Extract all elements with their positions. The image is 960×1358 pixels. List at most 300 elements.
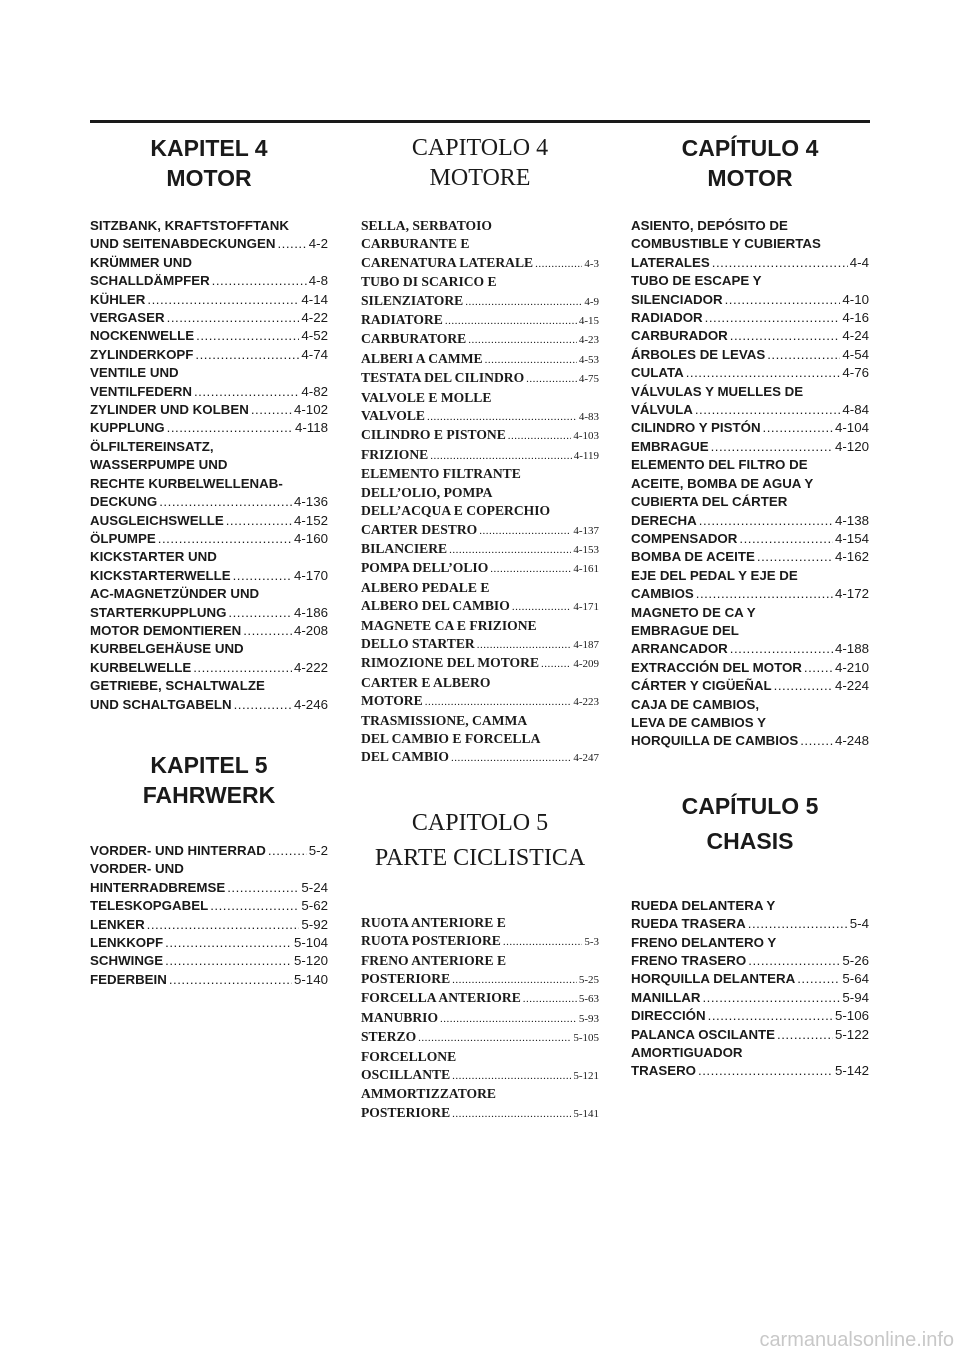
toc-entry-final-line xyxy=(631,1007,869,1025)
dot-leader xyxy=(194,383,299,401)
toc-entry-title-line: KICKSTARTER UND xyxy=(90,549,217,565)
toc-entry[interactable] xyxy=(631,1044,869,1081)
toc-entry-title-line: RUEDA DELANTERA Y xyxy=(631,897,776,913)
toc-entry-title: SCHWINGE xyxy=(90,953,164,969)
toc-entry-title: VALVOLE xyxy=(361,408,425,424)
toc-entry[interactable] xyxy=(361,273,599,311)
dot-leader xyxy=(452,1067,571,1085)
toc-page-number: 4-2 xyxy=(308,236,328,252)
toc-entry-final-line xyxy=(90,567,328,585)
dot-leader xyxy=(477,636,572,654)
toc-page-number: 4-104 xyxy=(834,420,869,436)
toc-entry-title-line: ACEITE, BOMBA DE AGUA Y xyxy=(631,475,814,491)
toc-entry[interactable] xyxy=(361,1009,599,1028)
toc-entry-final-line xyxy=(90,696,328,714)
dot-leader xyxy=(430,447,572,465)
toc-entry-final-line xyxy=(361,932,599,951)
toc-entry-final-line xyxy=(631,309,869,327)
chapter-4-number: KAPITEL 4 xyxy=(150,135,268,161)
dot-leader xyxy=(451,749,571,767)
toc-entry[interactable] xyxy=(631,604,869,659)
toc-entry-title: TRASERO xyxy=(631,1063,697,1079)
dot-leader xyxy=(748,952,840,970)
toc-entry[interactable] xyxy=(631,897,869,934)
toc-entry-title-line: FRENO ANTERIORE E xyxy=(361,952,507,968)
dot-leader xyxy=(774,677,833,695)
dot-leader xyxy=(268,842,307,860)
toc-entry-title-line: VALVOLE E MOLLE xyxy=(361,389,492,405)
toc-page-number: 5-121 xyxy=(573,1070,599,1083)
toc-page-number: 4-138 xyxy=(834,512,869,528)
toc-entry-final-line xyxy=(90,897,328,915)
chapter-4-toc xyxy=(631,217,869,751)
toc-page-number: 4-3 xyxy=(584,257,599,270)
toc-entry-final-line xyxy=(361,692,599,711)
toc-entry-final-line xyxy=(90,235,328,253)
toc-entry[interactable] xyxy=(90,512,328,530)
toc-entry-final-line xyxy=(90,291,328,309)
toc-entry-title: VERGASER xyxy=(90,310,165,326)
toc-page-number: 4-160 xyxy=(293,530,328,546)
toc-entry-final-line xyxy=(631,585,869,603)
chapter-5-number: CAPÍTULO 5 xyxy=(681,792,819,819)
dot-leader xyxy=(763,419,833,437)
toc-entry-final-line xyxy=(631,732,869,750)
chapter-5-toc xyxy=(631,897,869,1081)
toc-page-number: 5-2 xyxy=(308,842,328,858)
toc-entry[interactable] xyxy=(631,659,869,677)
toc-entry-title-line: KURBELGEHÄUSE UND xyxy=(90,641,244,657)
dot-leader xyxy=(748,915,848,933)
toc-entry-final-line xyxy=(90,916,328,934)
dot-leader xyxy=(512,598,572,616)
toc-entry[interactable] xyxy=(361,389,599,427)
toc-page-number: 4-188 xyxy=(834,641,869,657)
dot-leader xyxy=(167,309,300,327)
toc-entry[interactable] xyxy=(631,438,869,456)
toc-entry-title: KÜHLER xyxy=(90,291,146,307)
dot-leader xyxy=(711,438,833,456)
toc-entry[interactable] xyxy=(631,1026,869,1044)
dot-leader xyxy=(233,567,292,585)
toc-page-number: 4-171 xyxy=(573,601,599,614)
toc-entry[interactable] xyxy=(631,346,869,364)
toc-entry[interactable] xyxy=(361,712,599,768)
toc-entry-final-line xyxy=(631,640,869,658)
toc-entry-final-line xyxy=(631,1026,869,1044)
toc-entry-final-line xyxy=(361,540,599,559)
toc-entry-title-line: MAGNETO DE CA Y xyxy=(631,604,756,620)
toc-page-number: 4-53 xyxy=(578,353,599,366)
toc-entry[interactable] xyxy=(90,548,328,585)
toc-page-number: 5-106 xyxy=(834,1008,869,1024)
toc-page-number: 4-75 xyxy=(578,373,599,386)
toc-entry[interactable] xyxy=(631,989,869,1007)
toc-page-number: 5-63 xyxy=(578,993,599,1006)
toc-entry-title: SILENCIADOR xyxy=(631,291,723,307)
dot-leader xyxy=(234,696,292,714)
dot-leader xyxy=(196,327,299,345)
toc-entry[interactable] xyxy=(631,419,869,437)
toc-entry[interactable] xyxy=(361,1048,599,1086)
chapter-5-title: FAHRWERK xyxy=(142,781,276,808)
dot-leader xyxy=(425,693,572,711)
toc-entry[interactable] xyxy=(631,327,869,345)
toc-entry-final-line xyxy=(90,934,328,952)
dot-leader xyxy=(165,952,292,970)
toc-entry-final-line xyxy=(631,989,869,1007)
toc-entry-title-line: KRÜMMER UND xyxy=(90,254,192,270)
toc-entry[interactable] xyxy=(361,989,599,1008)
toc-entry-title-line: VENTILE UND xyxy=(90,365,179,381)
toc-entry[interactable] xyxy=(90,934,328,952)
toc-entry-final-line xyxy=(90,512,328,530)
toc-entry-final-line xyxy=(361,1066,599,1085)
toc-entry-final-line xyxy=(361,407,599,426)
toc-entry-title: COMPENSADOR xyxy=(631,530,738,546)
toc-page-number: 5-142 xyxy=(834,1063,869,1079)
toc-entry[interactable] xyxy=(361,1028,599,1047)
toc-entry-title: ALBERI A CAMME xyxy=(361,350,483,366)
toc-page-number: 5-93 xyxy=(578,1012,599,1025)
toc-entry[interactable] xyxy=(90,217,328,254)
toc-page-number: 4-9 xyxy=(584,295,599,308)
toc-entry-title-line: GETRIEBE, SCHALTWALZE xyxy=(90,678,265,694)
dot-leader xyxy=(526,370,577,388)
toc-entry-title-line: WASSERPUMPE UND xyxy=(90,457,228,473)
toc-entry[interactable] xyxy=(90,916,328,934)
toc-page-number: 4-22 xyxy=(301,310,328,326)
toc-entry[interactable] xyxy=(361,446,599,465)
chapter-5-heading xyxy=(361,808,599,914)
toc-entry-title: CARENATURA LATERALE xyxy=(361,254,534,270)
toc-entry-title: SILENZIATORE xyxy=(361,292,464,308)
toc-entry-title-line: CARBURANTE E xyxy=(361,236,470,252)
dot-leader xyxy=(730,327,841,345)
dot-leader xyxy=(427,408,577,426)
toc-entry[interactable] xyxy=(90,842,328,860)
toc-page-number: 4-82 xyxy=(301,383,328,399)
dot-leader xyxy=(165,934,292,952)
toc-entry-title: EMBRAGUE xyxy=(631,438,709,454)
toc-page-number: 4-186 xyxy=(293,604,328,620)
toc-entry[interactable] xyxy=(90,401,328,419)
toc-entry-title: FRIZIONE xyxy=(361,446,429,462)
toc-entry-title-line: LEVA DE CAMBIOS Y xyxy=(631,714,766,730)
toc-entry-title: LENKKOPF xyxy=(90,935,164,950)
toc-entry-title-line: DEL CAMBIO E FORCELLA xyxy=(361,730,541,746)
dot-leader xyxy=(797,970,840,988)
toc-entry-final-line xyxy=(631,254,869,272)
toc-page-number: 5-26 xyxy=(842,953,869,968)
dot-leader xyxy=(452,971,577,989)
toc-entry-title: DELLO STARTER xyxy=(361,635,475,651)
toc-entry-final-line xyxy=(90,952,328,970)
toc-entry[interactable] xyxy=(90,952,328,970)
toc-entry-final-line xyxy=(361,1009,599,1028)
chapter-4-number: CAPITOLO 4 xyxy=(411,135,549,161)
toc-entry[interactable] xyxy=(631,677,869,695)
dot-leader xyxy=(485,351,577,369)
dot-leader xyxy=(541,655,571,673)
toc-entry-title: FEDERBEIN xyxy=(90,971,167,987)
toc-entry-title: RIMOZIONE DEL MOTORE xyxy=(361,655,540,671)
dot-leader xyxy=(800,732,833,750)
toc-entry[interactable] xyxy=(631,272,869,309)
toc-page-number: 4-136 xyxy=(293,494,328,510)
toc-entry-title-line: AC-MAGNETZÜNDER UND xyxy=(90,586,260,602)
toc-entry-final-line xyxy=(90,842,328,860)
toc-entry-title: DECKUNG xyxy=(90,494,158,510)
toc-entry-title-line: VORDER- UND xyxy=(90,861,184,877)
toc-page-number: 4-153 xyxy=(573,543,599,556)
toc-page-number: 5-64 xyxy=(842,971,869,987)
dot-leader xyxy=(730,640,833,658)
toc-entry[interactable] xyxy=(361,426,599,445)
spanish-column xyxy=(631,133,869,1081)
toc-entry[interactable] xyxy=(90,254,328,291)
toc-page-number: 4-23 xyxy=(578,334,599,347)
toc-entry[interactable] xyxy=(361,311,599,330)
toc-entry-title: VORDER- UND HINTERRAD xyxy=(90,842,266,858)
dot-leader xyxy=(490,560,571,578)
toc-entry-final-line xyxy=(90,971,328,989)
toc-entry[interactable] xyxy=(631,934,869,971)
toc-entry[interactable] xyxy=(631,1007,869,1025)
dot-leader xyxy=(523,990,577,1008)
dot-leader xyxy=(804,659,833,677)
toc-entry[interactable] xyxy=(90,309,328,327)
toc-entry[interactable] xyxy=(361,217,599,273)
toc-entry-title: CARTER DESTRO xyxy=(361,521,478,537)
toc-entry[interactable] xyxy=(361,350,599,369)
toc-page-number: 4-224 xyxy=(834,678,869,694)
toc-page-number: 4-10 xyxy=(842,291,869,307)
toc-entry-title-line: SITZBANK, KRAFTSTOFFTANK xyxy=(90,218,289,233)
toc-entry-final-line xyxy=(361,989,599,1008)
toc-entry-final-line xyxy=(361,330,599,349)
toc-page-number: 4-52 xyxy=(301,328,328,344)
toc-entry-final-line xyxy=(90,383,328,401)
toc-page-number: 5-94 xyxy=(842,989,869,1005)
toc-entry-final-line xyxy=(361,254,599,273)
toc-entry-title: ÁRBOLES DE LEVAS xyxy=(631,346,766,362)
dot-leader xyxy=(228,604,292,622)
toc-entry-final-line xyxy=(90,604,328,622)
toc-page-number: 4-84 xyxy=(842,402,869,418)
toc-entry-title-line: RUOTA ANTERIORE E xyxy=(361,914,506,930)
toc-entry-title-line: CAJA DE CAMBIOS, xyxy=(631,696,760,712)
toc-entry-title: MOTORE xyxy=(361,693,423,709)
toc-entry[interactable] xyxy=(361,1085,599,1123)
toc-entry-title: CILINDRO Y PISTÓN xyxy=(631,420,761,436)
toc-entry-title: EXTRACCIÓN DEL MOTOR xyxy=(631,659,802,675)
toc-entry-final-line xyxy=(361,748,599,767)
toc-entry-title: LATERALES xyxy=(631,254,710,270)
toc-entry-final-line xyxy=(361,369,599,388)
toc-page-number: 4-152 xyxy=(293,512,328,528)
toc-entry[interactable] xyxy=(361,330,599,349)
toc-entry[interactable] xyxy=(631,530,869,548)
dot-leader xyxy=(686,364,841,382)
dot-leader xyxy=(698,1062,833,1080)
toc-entry[interactable] xyxy=(90,364,328,401)
toc-entry-title: AUSGLEICHSWELLE xyxy=(90,512,224,528)
dot-leader xyxy=(452,1105,571,1123)
toc-entry-title: STERZO xyxy=(361,1029,417,1045)
toc-entry[interactable] xyxy=(90,291,328,309)
toc-entry-final-line xyxy=(631,915,869,933)
dot-leader xyxy=(508,427,572,445)
watermark: carmanualsonline.info xyxy=(759,1329,954,1351)
toc-entry-title: NOCKENWELLE xyxy=(90,328,195,344)
dot-leader xyxy=(418,1029,571,1047)
toc-entry-title: ALBERO DEL CAMBIO xyxy=(361,598,510,614)
chapter-5-title: CHASIS xyxy=(706,827,794,854)
toc-entry-title-line: AMORTIGUADOR xyxy=(631,1045,743,1061)
toc-entry[interactable] xyxy=(90,677,328,714)
toc-entry-title-line: ELEMENTO DEL FILTRO DE xyxy=(631,457,808,473)
toc-entry-final-line xyxy=(361,635,599,654)
toc-entry-final-line xyxy=(361,559,599,578)
toc-entry-final-line xyxy=(361,1028,599,1047)
toc-entry-title: VENTILFEDERN xyxy=(90,383,192,399)
toc-entry[interactable] xyxy=(361,369,599,388)
toc-entry[interactable] xyxy=(361,540,599,559)
toc-entry-title-line: CARTER E ALBERO xyxy=(361,674,491,690)
dot-leader xyxy=(503,933,582,951)
chapter-5-number: KAPITEL 5 xyxy=(150,751,268,778)
toc-page-number: 4-76 xyxy=(842,365,869,381)
toc-entry-title: POSTERIORE xyxy=(361,1104,451,1120)
toc-entry[interactable] xyxy=(361,674,599,712)
toc-entry[interactable] xyxy=(631,309,869,327)
toc-page-number: 4-8 xyxy=(308,273,328,289)
toc-entry-final-line xyxy=(631,438,869,456)
toc-entry-title-line: EMBRAGUE DEL xyxy=(631,622,739,638)
toc-entry[interactable] xyxy=(90,438,328,512)
chapter-4-title: MOTOR xyxy=(707,165,793,191)
chapter-5-toc xyxy=(361,914,599,1123)
dot-leader xyxy=(277,235,306,253)
toc-entry[interactable] xyxy=(631,383,869,420)
toc-entry[interactable] xyxy=(90,971,328,989)
toc-entry[interactable] xyxy=(361,465,599,540)
toc-entry[interactable] xyxy=(631,364,869,382)
toc-entry-title: CARBURATORE xyxy=(361,331,467,347)
toc-entry[interactable] xyxy=(361,654,599,673)
toc-entry-final-line xyxy=(631,419,869,437)
toc-page-number: 4-210 xyxy=(834,659,869,675)
top-rule xyxy=(90,120,870,123)
toc-entry-title-line: SELLA, SERBATOIO xyxy=(361,218,492,233)
dot-leader xyxy=(449,541,571,559)
toc-entry[interactable] xyxy=(631,696,869,751)
toc-entry-title-line: TUBO DI SCARICO E xyxy=(361,274,497,290)
toc-entry-title: CULATA xyxy=(631,365,684,381)
toc-entry[interactable] xyxy=(361,617,599,655)
dot-leader xyxy=(535,255,582,273)
toc-entry[interactable] xyxy=(631,456,869,530)
chapter-5-heading xyxy=(631,791,869,897)
chapter-4-title: MOTOR xyxy=(166,165,252,191)
toc-page-number: 4-24 xyxy=(842,328,869,344)
toc-entry-title: RUOTA POSTERIORE xyxy=(361,933,501,949)
toc-entry-final-line xyxy=(361,521,599,540)
toc-entry[interactable] xyxy=(631,548,869,566)
toc-entry[interactable] xyxy=(90,530,328,548)
toc-page-number: 4-209 xyxy=(573,658,599,671)
chapter-4-toc xyxy=(361,217,599,768)
toc-entry-title-line: ALBERO PEDALE E xyxy=(361,579,490,595)
toc-entry-title: LENKER xyxy=(90,916,145,932)
toc-entry[interactable] xyxy=(90,419,328,437)
dot-leader xyxy=(227,879,299,897)
toc-entry-final-line xyxy=(90,493,328,511)
toc-entry-final-line xyxy=(361,350,599,369)
dot-leader xyxy=(767,346,840,364)
dot-leader xyxy=(777,1026,833,1044)
toc-page-number: 5-3 xyxy=(584,936,599,949)
dot-leader xyxy=(226,512,292,530)
toc-entry[interactable] xyxy=(90,897,328,915)
dot-leader xyxy=(193,659,292,677)
toc-page-number: 4-222 xyxy=(293,659,328,675)
toc-entry[interactable] xyxy=(631,567,869,604)
toc-entry[interactable] xyxy=(90,622,328,640)
toc-entry-final-line xyxy=(90,530,328,548)
toc-entry[interactable] xyxy=(631,217,869,272)
toc-entry-title: ZYLINDERKOPF xyxy=(90,346,194,362)
toc-entry[interactable] xyxy=(90,327,328,345)
toc-page-number: 4-54 xyxy=(842,346,869,362)
toc-entry-title: HORQUILLA DELANTERA xyxy=(631,971,796,987)
dot-leader xyxy=(696,585,833,603)
toc-entry-title: POMPA DELL’OLIO xyxy=(361,560,489,576)
toc-entry[interactable] xyxy=(90,346,328,364)
toc-entry[interactable] xyxy=(361,914,599,952)
toc-entry-title-line: AMMORTIZZATORE xyxy=(361,1086,496,1102)
dot-leader xyxy=(159,493,292,511)
toc-page-number: 5-105 xyxy=(573,1032,599,1045)
toc-entry-title-line: ELEMENTO FILTRANTE xyxy=(361,466,521,482)
toc-entry[interactable] xyxy=(361,579,599,617)
toc-entry-final-line xyxy=(631,346,869,364)
toc-entry-title: RADIADOR xyxy=(631,310,703,326)
dot-leader xyxy=(468,331,577,349)
toc-entry-title: HORQUILLA DE CAMBIOS xyxy=(631,733,799,749)
toc-entry-title: UND SEITENABDECKUNGEN xyxy=(90,236,276,252)
toc-entry[interactable] xyxy=(631,970,869,988)
toc-entry[interactable] xyxy=(90,640,328,677)
toc-entry-final-line xyxy=(90,879,328,897)
toc-entry[interactable] xyxy=(90,860,328,897)
toc-entry-title-line: COMBUSTIBLE Y CUBIERTAS xyxy=(631,236,821,252)
toc-entry-title: TESTATA DEL CILINDRO xyxy=(361,370,525,386)
toc-entry-title: RADIATORE xyxy=(361,312,443,328)
toc-page-number: 4-246 xyxy=(293,696,328,712)
toc-entry[interactable] xyxy=(361,559,599,578)
toc-entry[interactable] xyxy=(361,952,599,990)
dot-leader xyxy=(147,916,300,934)
toc-page-number: 4-14 xyxy=(301,291,328,307)
toc-entry-title: KICKSTARTERWELLE xyxy=(90,567,231,583)
toc-entry[interactable] xyxy=(90,585,328,622)
toc-entry-title: MANUBRIO xyxy=(361,1009,439,1025)
dot-leader xyxy=(479,522,571,540)
toc-entry-final-line xyxy=(361,597,599,616)
toc-entry-title-line: DELL’OLIO, POMPA xyxy=(361,484,493,500)
